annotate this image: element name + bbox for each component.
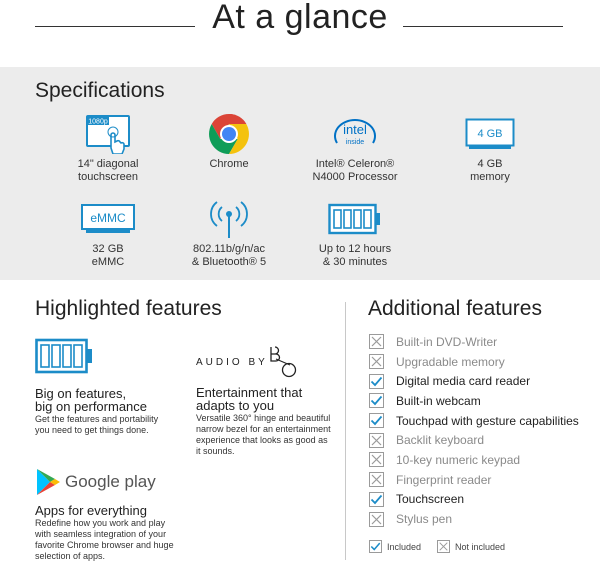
additional-feature-label: Touchpad with gesture capabilities: [396, 413, 579, 428]
chrome-logo-icon: [164, 112, 294, 156]
spec-line: Intel® Celeron®: [315, 158, 395, 170]
x-mark-icon: [369, 452, 384, 467]
highlighted-features-heading: Highlighted features: [35, 297, 222, 320]
intel-inside-wordmark: inside: [345, 139, 365, 146]
feature-title: [35, 387, 158, 413]
spec-memory-label: [425, 158, 555, 184]
battery-icon: [35, 338, 158, 379]
memory-badge: 4 GB: [477, 128, 503, 140]
additional-feature-label: 10-key numeric keypad: [396, 452, 521, 467]
x-mark-icon: [369, 334, 384, 349]
additional-feature-label: Touchscreen: [396, 492, 465, 507]
checkmark-icon: [369, 393, 384, 408]
spec-battery-label: [290, 243, 420, 269]
intel-wordmark: intel: [343, 122, 367, 137]
additional-feature-item: [369, 430, 579, 450]
spec-wireless-label: [164, 243, 294, 269]
spec-line: Up to 12 hours: [318, 243, 392, 255]
spec-line: Chrome: [209, 158, 249, 170]
specifications-panel: [0, 67, 600, 280]
spec-memory: [425, 112, 555, 184]
spec-wireless: [164, 197, 294, 269]
specifications-heading: Specifications: [35, 79, 165, 102]
checkmark-icon: [369, 374, 384, 389]
feature-desc-line: favorite Chrome browser and huge: [35, 540, 174, 550]
intel-inside-logo-icon: [290, 112, 420, 156]
spec-processor: [290, 112, 420, 184]
audio-by-text: AUDIO BY: [196, 356, 268, 368]
additional-features-heading: Additional features: [368, 297, 542, 320]
additional-feature-item: [369, 332, 579, 352]
additional-feature-item: [369, 411, 579, 431]
spec-touchscreen: [43, 112, 173, 184]
emmc-badge: eMMC: [90, 211, 126, 225]
additional-feature-item: [369, 371, 579, 391]
spec-storage-label: [43, 243, 173, 269]
additional-feature-label: Digital media card reader: [396, 374, 531, 389]
checkmark-icon: [369, 540, 382, 553]
spec-processor-label: [290, 158, 420, 184]
feature-desc-line: narrow bezel for an entertainment: [196, 424, 331, 434]
x-mark-icon: [369, 472, 384, 487]
google-play-wordmark: Google play: [65, 472, 156, 491]
spec-chrome-label: [164, 158, 294, 171]
spec-line: 32 GB: [92, 243, 124, 255]
feature-title-line: adapts to you: [196, 398, 275, 413]
additional-feature-label: Stylus pen: [396, 512, 453, 527]
battery-icon: [290, 197, 420, 241]
x-mark-icon: [369, 433, 384, 448]
additional-feature-item: [369, 490, 579, 510]
x-mark-icon: [369, 354, 384, 369]
feature-desc-line: with seamless integration of your: [35, 529, 167, 539]
feature-description: [35, 518, 174, 562]
additional-feature-item: [369, 352, 579, 372]
additional-feature-label: Fingerprint reader: [396, 472, 492, 487]
feature-apps: [35, 504, 174, 562]
google-play-logo: [35, 468, 156, 496]
feature-title: [196, 386, 331, 412]
feature-desc-line: Get the features and portability: [35, 414, 159, 424]
touchscreen-1080p-icon: [43, 112, 173, 156]
feature-desc-line: Versatile 360° hinge and beautiful: [196, 413, 331, 423]
page-title: At a glance: [212, 0, 388, 36]
spec-battery: [290, 197, 420, 269]
additional-feature-label: Backlit keyboard: [396, 433, 485, 448]
wireless-antenna-icon: [164, 197, 294, 241]
feature-title-line: Apps for everything: [35, 503, 148, 518]
feature-desc-line: experience that looks as good as: [196, 435, 328, 445]
audio-by-bang-olufsen-logo: [196, 345, 298, 379]
feature-performance: [35, 338, 158, 436]
spec-line: 4 GB: [477, 158, 503, 170]
feature-title: [35, 504, 174, 517]
column-divider: [345, 302, 346, 560]
spec-line: 14" diagonal: [77, 158, 139, 170]
page-header: [0, 0, 600, 44]
additional-feature-label: Built-in webcam: [396, 393, 481, 408]
feature-legend: [369, 540, 521, 553]
feature-title-line: Entertainment that: [196, 385, 303, 400]
feature-title-line: big on performance: [35, 399, 148, 414]
feature-title-line: Big on features,: [35, 386, 127, 401]
feature-desc-line: Redefine how you work and play: [35, 518, 166, 528]
title-rule-right: [403, 26, 563, 27]
x-mark-icon: [369, 512, 384, 527]
spec-line: & 30 minutes: [322, 256, 388, 268]
feature-description: [196, 413, 331, 457]
spec-line: touchscreen: [78, 171, 138, 183]
additional-features-list: [369, 332, 579, 529]
emmc-storage-icon: [43, 197, 173, 241]
feature-desc-line: selection of apps.: [35, 551, 106, 561]
additional-feature-label: Built-in DVD-Writer: [396, 334, 498, 349]
google-play-triangle-icon: [35, 468, 61, 496]
spec-line: & Bluetooth® 5: [191, 256, 267, 268]
spec-chrome: [164, 112, 294, 171]
spec-storage: [43, 197, 173, 269]
spec-line: eMMC: [91, 256, 125, 268]
spec-line: memory: [470, 171, 510, 183]
x-mark-icon: [437, 540, 450, 553]
memory-chip-icon: [425, 112, 555, 156]
additional-feature-item: [369, 391, 579, 411]
checkmark-icon: [369, 413, 384, 428]
bang-olufsen-mark-icon: [268, 345, 298, 379]
additional-feature-item: [369, 450, 579, 470]
spec-touchscreen-label: [43, 158, 173, 184]
spec-line: N4000 Processor: [312, 171, 398, 183]
feature-description: [35, 414, 158, 436]
additional-feature-item: [369, 509, 579, 529]
checkmark-icon: [369, 492, 384, 507]
feature-desc-line: it sounds.: [196, 446, 235, 456]
legend-not-included: Not included: [455, 541, 506, 552]
additional-feature-item: [369, 470, 579, 490]
touchscreen-badge: 1080p: [88, 118, 108, 126]
feature-desc-line: you need to get things done.: [35, 425, 149, 435]
additional-feature-label: Upgradable memory: [396, 354, 505, 369]
legend-included: Included: [387, 541, 422, 552]
feature-entertainment: [196, 386, 331, 457]
spec-line: 802.11b/g/n/ac: [193, 243, 265, 255]
